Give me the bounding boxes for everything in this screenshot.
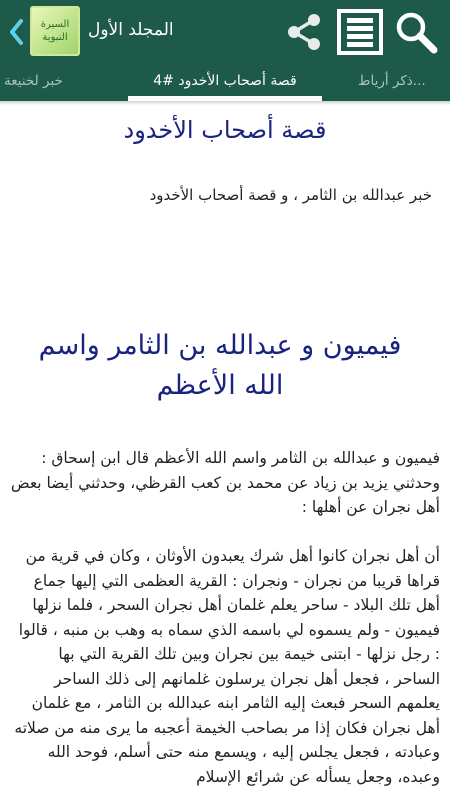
tab-next-chapter[interactable]: ...ذكر أرياط (358, 73, 426, 89)
chapter-heading: قصة أصحاب الأخدود (123, 116, 327, 144)
logo-line-2: النبوية (42, 32, 68, 43)
app-bar (0, 0, 450, 65)
tab-current-chapter[interactable]: قصة أصحاب الأخدود #4 (153, 73, 297, 89)
chapter-lead: خبر عبدالله بن الثامر ، و قصة أصحاب الأخدود (149, 186, 432, 204)
menu-icon[interactable] (337, 9, 383, 55)
search-icon[interactable] (394, 10, 438, 54)
tab-divider (0, 101, 450, 105)
paragraph-1: فيميون و عبدالله بن الثامر واسم الله الأعظم قال ابن إسحاق : وحدثني يزيد بن زياد عن محمد بن كعب القرظي، وحدثني أيضا بعض أهل نجران عن أهلها : (10, 449, 440, 516)
tab-previous-chapter[interactable]: خبر لخنيعة (4, 73, 63, 89)
share-icon[interactable] (284, 12, 324, 52)
paragraph-2: أن أهل نجران كانوا أهل شرك يعبدون الأوثان ، وكان في قرية من قراها قريبا من نجران - ونجران : القرية العظمى التي إليها جماع أهل تلك البلاد - ساحر يعلم غلمان أهل نجران السحر ، فلما نزلها فيميون - ولم يسموه لي باسمه الذي سماه به وهب بن منبه ، قالوا : رجل نزلها - ابتنى خيمة بين نجران وبين تلك القرية التي بها الساحر ، فجعل أهل نجران يرسلون غلمانهم إلى ذلك الساحر يعلمهم السحر فبعث إليه الثامر ابنه عبدالله بن الثامر ، مع غلمان أهل نجران فكان إذا مر بصاحب الخيمة أعجبه ما يرى منه من صلاته وعبادته ، فجعل يجلس إليه ، ويسمع منه حتى أسلم، فوحد الله وعبده، وجعل يسأله عن شرائع الإسلام (14, 547, 440, 786)
logo-line-1: السيرة (40, 19, 70, 30)
app-logo[interactable] (30, 6, 80, 56)
back-chevron-icon[interactable] (8, 18, 24, 46)
section-heading: فيميون و عبدالله بن الثامر واسم الله الأعظم (38, 330, 402, 401)
app-title: المجلد الأول (88, 20, 174, 40)
